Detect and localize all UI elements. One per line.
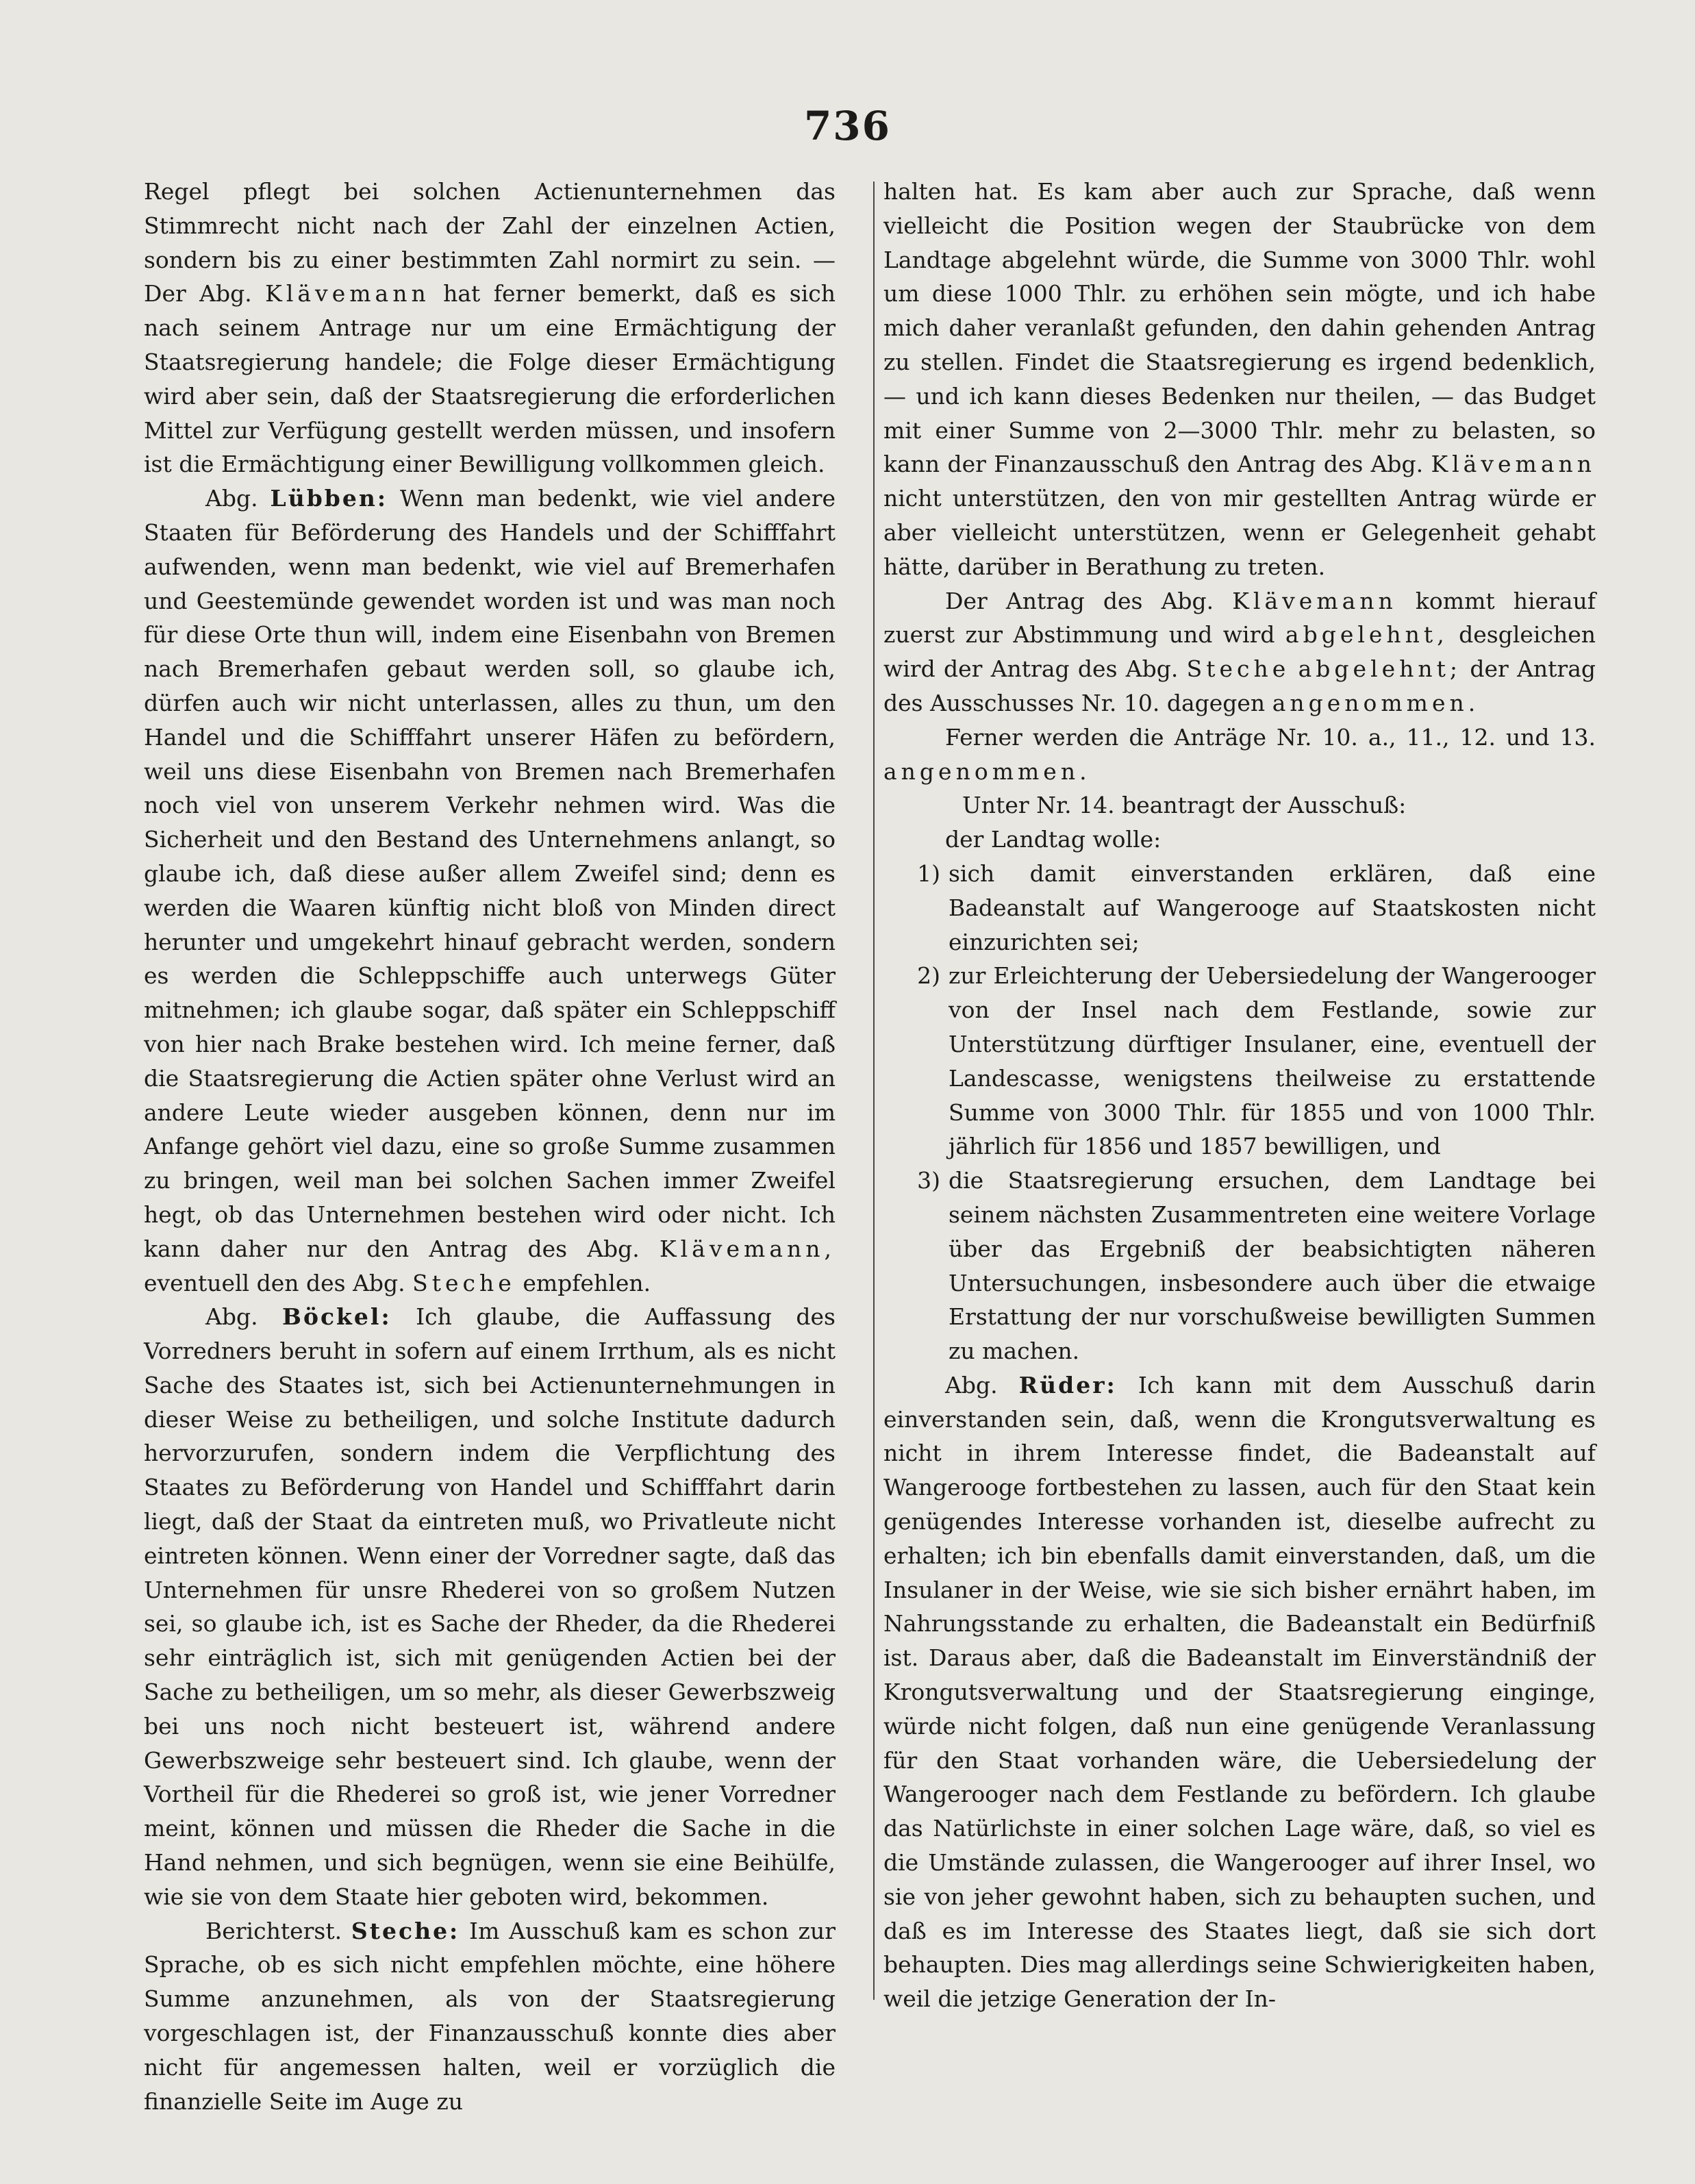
list-item	[883, 1164, 1596, 1368]
vote-paragraph	[883, 720, 1596, 789]
paragraph	[883, 175, 1596, 584]
list-item	[883, 857, 1596, 959]
list-number: 1)	[917, 859, 940, 887]
paragraph-text: Ferner werden die Anträge Nr. 10. a., 11., 12. und 13.	[945, 723, 1596, 751]
left-column	[144, 175, 836, 2118]
paragraph-text: desgleichen wird der Antrag des Abg.	[883, 621, 1596, 683]
speaker-name: Steche	[1186, 655, 1290, 683]
vote-result: angenommen.	[1272, 689, 1480, 716]
motion-list	[883, 857, 1596, 1368]
speech-paragraph	[144, 481, 836, 1300]
paragraph-text: der Antrag des Ausschusses Nr. 10. dagegen	[883, 655, 1596, 716]
paragraph-text: eventuell den des Abg.	[144, 1269, 405, 1296]
speech-paragraph	[144, 1300, 836, 1913]
speech-paragraph	[883, 1368, 1596, 2016]
speaker-name: Böckel:	[282, 1303, 392, 1331]
paragraph-text: Regel pflegt bei solchen Actienunternehmen das Stimmrecht nicht nach der Zahl der einzelnen Actien, sondern bis zu einer bestimmten Zahl normirt zu sein. — Der Abg.	[144, 178, 836, 307]
paragraph-text: nicht unterstützen, den von mir gestellten Antrag würde er aber vielleicht unterstützen, wenn er Gelegenheit gehabt hätte, darüber in Berathung zu treten.	[883, 485, 1596, 580]
motion-intro: Unter Nr. 14. beantragt der Ausschuß:	[962, 792, 1407, 819]
speaker-name: Klävemann	[265, 280, 430, 307]
vote-paragraph	[883, 584, 1596, 720]
speaker-label: Abg.	[205, 1303, 258, 1331]
speaker-name: Steche	[412, 1269, 516, 1296]
vote-result: abgelehnt,	[1285, 621, 1448, 649]
speaker-name: Steche:	[351, 1917, 460, 1944]
list-text: zur Erleichterung der Uebersiedelung der Wangerooger von der Insel nach dem Festlande, sowie zur Unterstützung dürftiger Insulaner, eine, eventuell der Landescasse, wenigstens theilweise zu erstattende Summe von 3000 Thlr. für 1855 und von 1000 Thlr. jährlich für 1856 und 1857 bewilligen, und	[949, 962, 1596, 1160]
paragraph-text: hat ferner bemerkt, daß es sich nach seinem Antrage nur um eine Ermächtigung der Staatsregierung handele; die Folge dieser Ermächtigung wird aber sein, daß der Staatsregierung die erforderlichen Mittel zur Verfügung gestellt werden müssen, und insofern ist die Ermächtigung einer Bewilligung vollkommen gleich.	[144, 280, 836, 478]
vote-result: abgelehnt;	[1298, 655, 1462, 683]
speaker-name: Klävemann	[1232, 587, 1397, 614]
list-text: die Staatsregierung ersuchen, dem Landtage bei seinem nächsten Zusammentreten eine weitere Vorlage über das Ergebniß der beabsichtigten näheren Untersuchungen, insbesondere auch über die etwaige Erstattung der nur vorschußweise bewilligten Summen zu machen.	[949, 1167, 1596, 1365]
column-divider	[873, 181, 875, 2000]
paragraph-text: halten hat. Es kam aber auch zur Sprache, daß wenn vielleicht die Position wegen der Staubrücke von dem Landtage abgelehnt würde, die Summe von 3000 Thlr. wohl um diese 1000 Thlr. zu erhöhen sein mögte, und ich habe mich daher veranlaßt gefunden, den dahin gehenden Antrag zu stellen. Findet die Staatsregierung es irgend bedenklich, — und ich kann dieses Bedenken nur theilen, — das Budget mit einer Summe von 2—3000 Thlr. mehr zu belasten, so kann der Finanzausschuß den Antrag des Abg.	[883, 178, 1596, 478]
paragraph-text: Im Ausschuß kam es schon zur Sprache, ob es sich nicht empfehlen möchte, eine höhere Summe anzunehmen, als von der Staatsregierung vorgeschlagen ist, der Finanzausschuß konnte dies aber nicht für angemessen halten, weil er vorzüglich die finanzielle Seite im Auge zu	[144, 1917, 836, 2115]
speaker-name: Klävemann,	[659, 1235, 836, 1262]
speaker-name: Klävemann	[1431, 451, 1596, 478]
paragraph-text: Ich kann mit dem Ausschuß darin einverstanden sein, daß, wenn die Krongutsverwaltung es nicht in ihrem Interesse findet, die Badeanstalt auf Wangerooge fortbestehen zu lassen, auch für den Staat kein genügendes Interesse vorhanden ist, dieselbe aufrecht zu erhalten; ich bin ebenfalls damit einverstanden, daß, um die Insulaner in der Weise, wie sie sich bisher ernährt haben, im Nahrungsstande zu erhalten, die Badeanstalt ein Bedürfniß ist. Daraus aber, daß die Badeanstalt im Einverständniß der Krongutsverwaltung und der Staatsregierung einginge, würde nicht folgen, daß nun eine genügende Veranlassung für den Staat vorhanden wäre, die Uebersiedelung der Wangerooger nach dem Festlande zu befördern. Ich glaube das Natürlichste in einer solchen Lage wäre, daß, so viel es die Umstände zulassen, die Wangerooger auf ihrer Insel, wo sie von jeher gewohnt haben, sich zu behaupten suchen, und daß es im Interesse des Staates liegt, daß sie sich dort behaupten. Dies mag allerdings seine Schwierigkeiten haben, weil die jetzige Generation der In-	[883, 1371, 1596, 2013]
list-number: 2)	[917, 962, 940, 990]
speaker-name: Rüder:	[1018, 1371, 1117, 1398]
paragraph-text: kommt hierauf zuerst zur Abstimmung und wird	[883, 587, 1596, 649]
speaker-name: Lübben:	[270, 485, 388, 512]
speaker-label: Abg.	[205, 485, 258, 512]
vote-result: angenommen.	[883, 757, 1091, 785]
paragraph-text: Ich glaube, die Auffassung des Vorredners beruht in sofern auf einem Irrthum, als es nicht Sache des Staates ist, sich bei Actienunternehmungen in dieser Weise zu betheiligen, und solche Institute dadurch hervorzurufen, sondern indem die Verpflichtung des Staates zu Beförderung von Handel und Schifffahrt darin liegt, daß der Staat da eintreten muß, wo Privatleute nicht eintreten können. Wenn einer der Vorredner sagte, daß das Unternehmen für unsre Rhederei von so großem Nutzen sei, so glaube ich, ist es Sache der Rheder, da die Rhederei sehr einträglich ist, sich mit genügenden Actien bei der Sache zu betheiligen, um so mehr, als dieser Gewerbszweig bei uns noch nicht besteuert ist, während andere Gewerbszweige sehr besteuert sind. Ich glaube, wenn der Vortheil für die Rhederei so groß ist, wie jener Vorredner meint, können und müssen die Rheder die Sache in die Hand nehmen, und sich begnügen, wenn sie eine Beihülfe, wie sie von dem Staate hier geboten wird, bekommen.	[144, 1303, 836, 1910]
list-number: 3)	[917, 1167, 940, 1194]
right-column	[883, 175, 1596, 2016]
speaker-label: Abg.	[945, 1371, 998, 1398]
paragraph-text: Der Antrag des Abg.	[945, 587, 1214, 614]
page-number: 736	[803, 103, 892, 149]
speaker-label: Berichterst.	[205, 1917, 342, 1944]
motion-intro: der Landtag wolle:	[945, 826, 1162, 853]
paragraph	[144, 175, 836, 481]
paragraph-text: Wenn man bedenkt, wie viel andere Staaten für Beförderung des Handels und der Schifffahrt aufwenden, wenn man bedenkt, wie viel auf Bremerhafen und Geestemünde gewendet worden ist und was man noch für diese Orte thun will, indem eine Eisenbahn von Bremen nach Bremerhafen gebaut werden soll, so glaube ich, dürfen auch wir nicht unterlassen, alles zu thun, um den Handel und die Schifffahrt unserer Häfen zu befördern, weil uns diese Eisenbahn von Bremen nach Bremerhafen noch viel von unserem Verkehr nehmen wird. Was die Sicherheit und den Bestand des Unternehmens anlangt, so glaube ich, daß diese außer allem Zweifel sind; denn es werden die Waaren künftig nicht bloß von Minden direct herunter und umgekehrt hinauf gebracht werden, sondern es werden die Schleppschiffe auch unterwegs Güter mitnehmen; ich glaube sogar, daß später ein Schleppschiff von hier nach Brake bestehen wird. Ich meine ferner, daß die Staatsregierung die Actien später ohne Verlust wird an andere Leute wieder ausgeben können, denn nur im Anfange gehört viel dazu, eine so große Summe zusammen zu bringen, weil man bei solchen Sachen immer Zweifel hegt, ob das Unternehmen bestehen wird oder nicht. Ich kann daher nur den Antrag des Abg.	[144, 485, 836, 1262]
list-item	[883, 959, 1596, 1164]
paragraph-text: empfehlen.	[523, 1269, 651, 1296]
list-text: sich damit einverstanden erklären, daß eine Badeanstalt auf Wangerooge auf Staatskosten nicht einzurichten sei;	[949, 859, 1596, 955]
speech-paragraph	[144, 1914, 836, 2119]
